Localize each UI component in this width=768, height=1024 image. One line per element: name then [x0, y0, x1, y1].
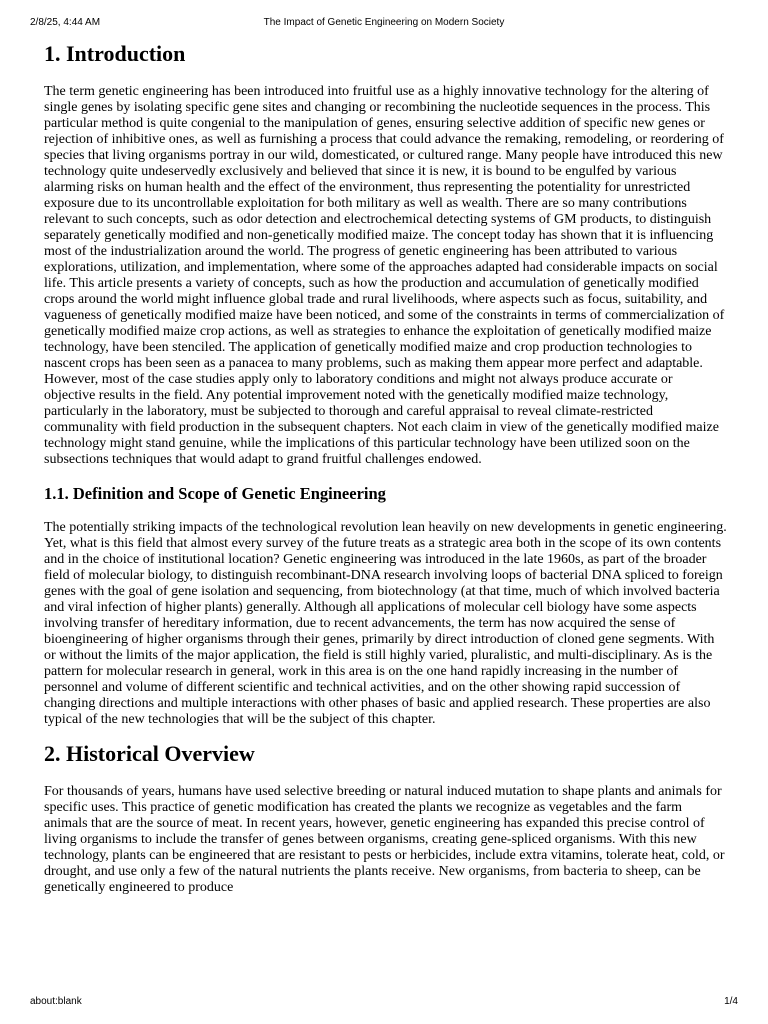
print-datetime: 2/8/25, 4:44 AM [30, 17, 101, 28]
print-document-title: The Impact of Genetic Engineering on Modern Society [263, 17, 505, 28]
subsection-heading-definition: 1.1. Definition and Scope of Genetic Engineering [44, 484, 386, 503]
section-heading-historical-overview: 2. Historical Overview [44, 741, 255, 766]
document-content [44, 40, 727, 987]
section-heading-introduction: 1. Introduction [44, 41, 186, 66]
print-url: about:blank [30, 996, 82, 1007]
page-number: 1/4 [724, 996, 738, 1007]
paragraph-definition: The potentially striking impacts of the technological revolution lean heavily on new developments in genetic engineering. Yet, what is this field that almost every survey of the future treats as a strategic area both in the scope of its own contents and in the choice of institutional location? Genetic engineering was introduced in the late 1960s, as part of the broader field of molecular biology, to distinguish recombinant-DNA research involving loops of bacterial DNA spliced to foreign genes with the goal of gene isolation and sequencing, from biotechnology (at that time, much of which involved bacteria and viral infection of higher plants) generally. Although all applications of molecular cell biology have some aspects involving transfer of hereditary information, due to recent advancements, the term has now acquired the sense of bioengineering of higher organisms through their genes, primarily by direct introduction of cloned gene segments. With or without the limits of the major application, the field is still highly varied, pluralistic, and multi-disciplinary. As is the pattern for molecular research in general, work in this area is on the one hand rapidly increasing in the number of personnel and volume of different scientific and technical activities, and on the other showing rapid succession of changing directions and multiple interactions with other phases of basic and applied research. These properties are also typical of the new technologies that will be the subject of this chapter. [44, 520, 727, 727]
paragraph-historical-overview: For thousands of years, humans have used selective breeding or natural induced mutation to shape plants and animals for specific uses. This practice of genetic modification has created the plants we recognize as vegetables and the farm animals that are the source of meat. In recent years, however, genetic engineering has expanded this precise control of living organisms to include the transfer of genes between organisms, creating gene-spliced organisms. With this new technology, plants can be engineered that are resistant to pests or herbicides, include extra vitamins, tolerate heat, cold, or drought, and use only a few of the natural nutrients the plants receive. New organisms, from bacteria to sheep, can be genetically engineered to produce [44, 784, 725, 895]
print-footer [0, 995, 768, 1009]
paragraph-introduction: The term genetic engineering has been introduced into fruitful use as a highly innovative technology for the altering of single genes by isolating specific gene sites and changing or recombining the nucleotide sequences in the process. This particular method is quite congenial to the manipulation of genes, ensuring selective addition of specific new genes or rejection of inhibitive ones, as well as furnishing a process that could advance the remaking, remodeling, or reordering of species that living organisms portray in our wild, domesticated, or cultured range. Many people have introduced this new technology quite undeservedly exclusively and believed that since it is new, it is bound to be engulfed by various alarming risks on human health and the effect of the environment, thus representing the potentiality for unrestricted exposure due to its uncontrollable exploitation for both military as well as wealth. There are so many contributions relevant to such concepts, such as odor detection and electrochemical detecting systems of GM products, to distinguish separately genetically modified and non-genetically modified maize. The concept today has shown that it is influencing most of the industrialization around the world. The progress of genetic engineering has been attributed to various explorations, utilization, and implementation, where some of the approaches adapted had considerable impacts on social life. This article presents a variety of concepts, such as how the production and accumulation of genetically modified crops around the world might influence global trade and rural livelihoods, where aspects such as focus, suitability, and vagueness of genetically modified maize have been noticed, and some of the constraints in terms of commercialization of genetically modified maize crop actions, as well as strategies to enhance the exploitation of genetically modified maize technology, have been stenciled. The application of genetically modified maize and crop production technologies to nascent crops has been seen as a panacea to many problems, such as making them appear more perfect and adaptable. However, most of the case studies apply only to laboratory conditions and might not always produce accurate or objective results in the field. Any potential improvement noted with the genetically modified maize technology, particularly in the laboratory, must be subjected to thorough and careful appraisal to reveal climate-restricted communality with field production in the subsequent chapters. Not each claim in view of the genetically modified maize technology might stand genuine, while the implications of this particular technology have been utilized soon on the subsections techniques that would adapt to grand fruitful challenges endowed. [44, 84, 725, 467]
print-header [0, 16, 768, 30]
